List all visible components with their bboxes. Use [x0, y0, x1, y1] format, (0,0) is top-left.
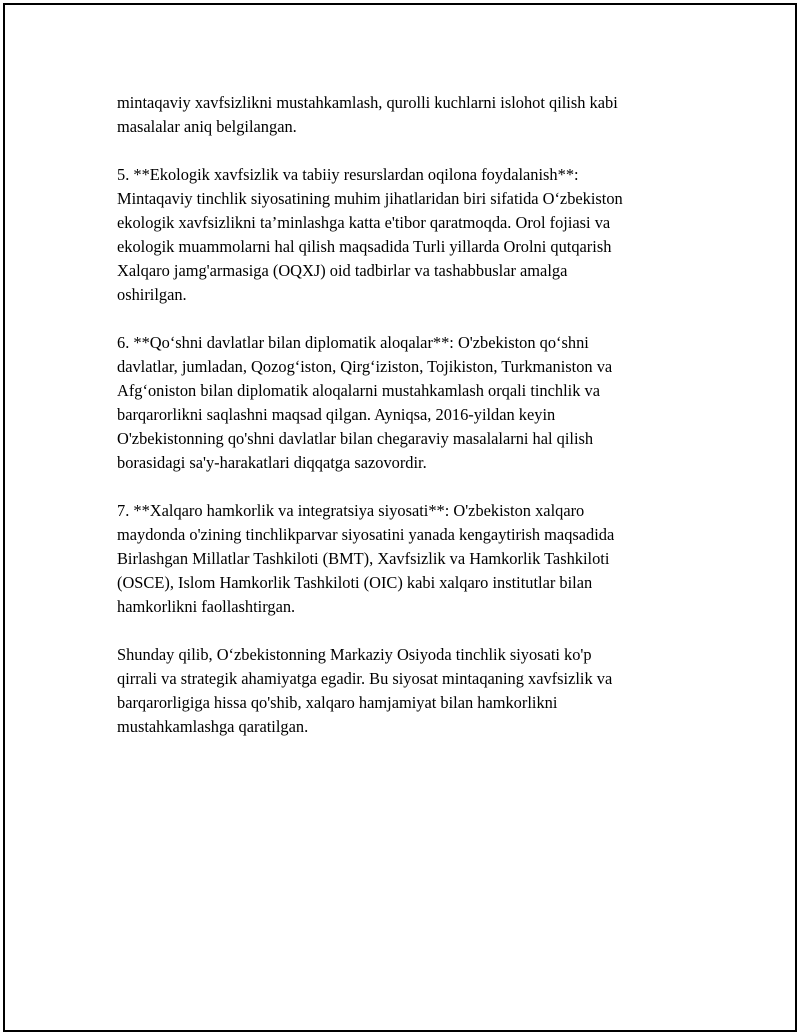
paragraph-conclusion: Shunday qilib, O‘zbekistonning Markaziy Osiyoda tinchlik siyosati ko'p qirrali va strategik ahamiyatga egadir. Bu siyosat mintaqaning xavfsizlik va barqarorligiga hissa qo'shib, xalqaro hamjamiyat bilan hamkorlikni mustahkamlashga qaratilgan. — [117, 645, 613, 736]
paragraph-item-7: 7. **Xalqaro hamkorlik va integratsiya siyosati**: O'zbekiston xalqaro maydonda o'zining tinchlikparvar siyosatini yanada kengaytirish maqsadida Birlashgan Millatlar Tashkiloti (BMT), Xavfsizlik va Hamkorlik Tashkiloti (OSCE), Islom Hamkorlik Tashkiloti (OIC) kabi xalqaro institutlar bilan hamkorlikni faollashtirgan. — [117, 501, 615, 616]
paragraph-item-6: 6. **Qo‘shni davlatlar bilan diplomatik aloqalar**: O'zbekiston qo‘shni davlatlar, jumladan, Qozog‘iston, Qirg‘iziston, Tojikiston, Turkmaniston va Afg‘oniston bilan diplomatik aloqalarni mustahkamlash orqali tinchlik va barqarorlikni saqlashni maqsad qilgan. Ayniqsa, 2016-yildan keyin O'zbekistonning qo'shni davlatlar bilan chegaraviy masalalarni hal qilish borasidagi sa'y-harakatlari diqqatga sazovordir. — [117, 333, 613, 472]
document-body — [117, 91, 687, 763]
paragraph-intro-continuation: mintaqaviy xavfsizlikni mustahkamlash, qurolli kuchlarni islohot qilish kabi masalalar aniq belgilangan. — [117, 93, 618, 136]
paragraph-item-5: 5. **Ekologik xavfsizlik va tabiiy resurslardan oqilona foydalanish**: Mintaqaviy tinchlik siyosatining muhim jihatlaridan biri sifatida O‘zbekiston ekologik xavfsizlikni ta’minlashga katta e'tibor qaratmoqda. Orol fojiasi va ekologik muammolarni hal qilish maqsadida Turli yillarda Orolni qutqarish Xalqaro jamg'armasiga (OQXJ) oid tadbirlar va tashabbuslar amalga oshirilgan. — [117, 165, 623, 304]
